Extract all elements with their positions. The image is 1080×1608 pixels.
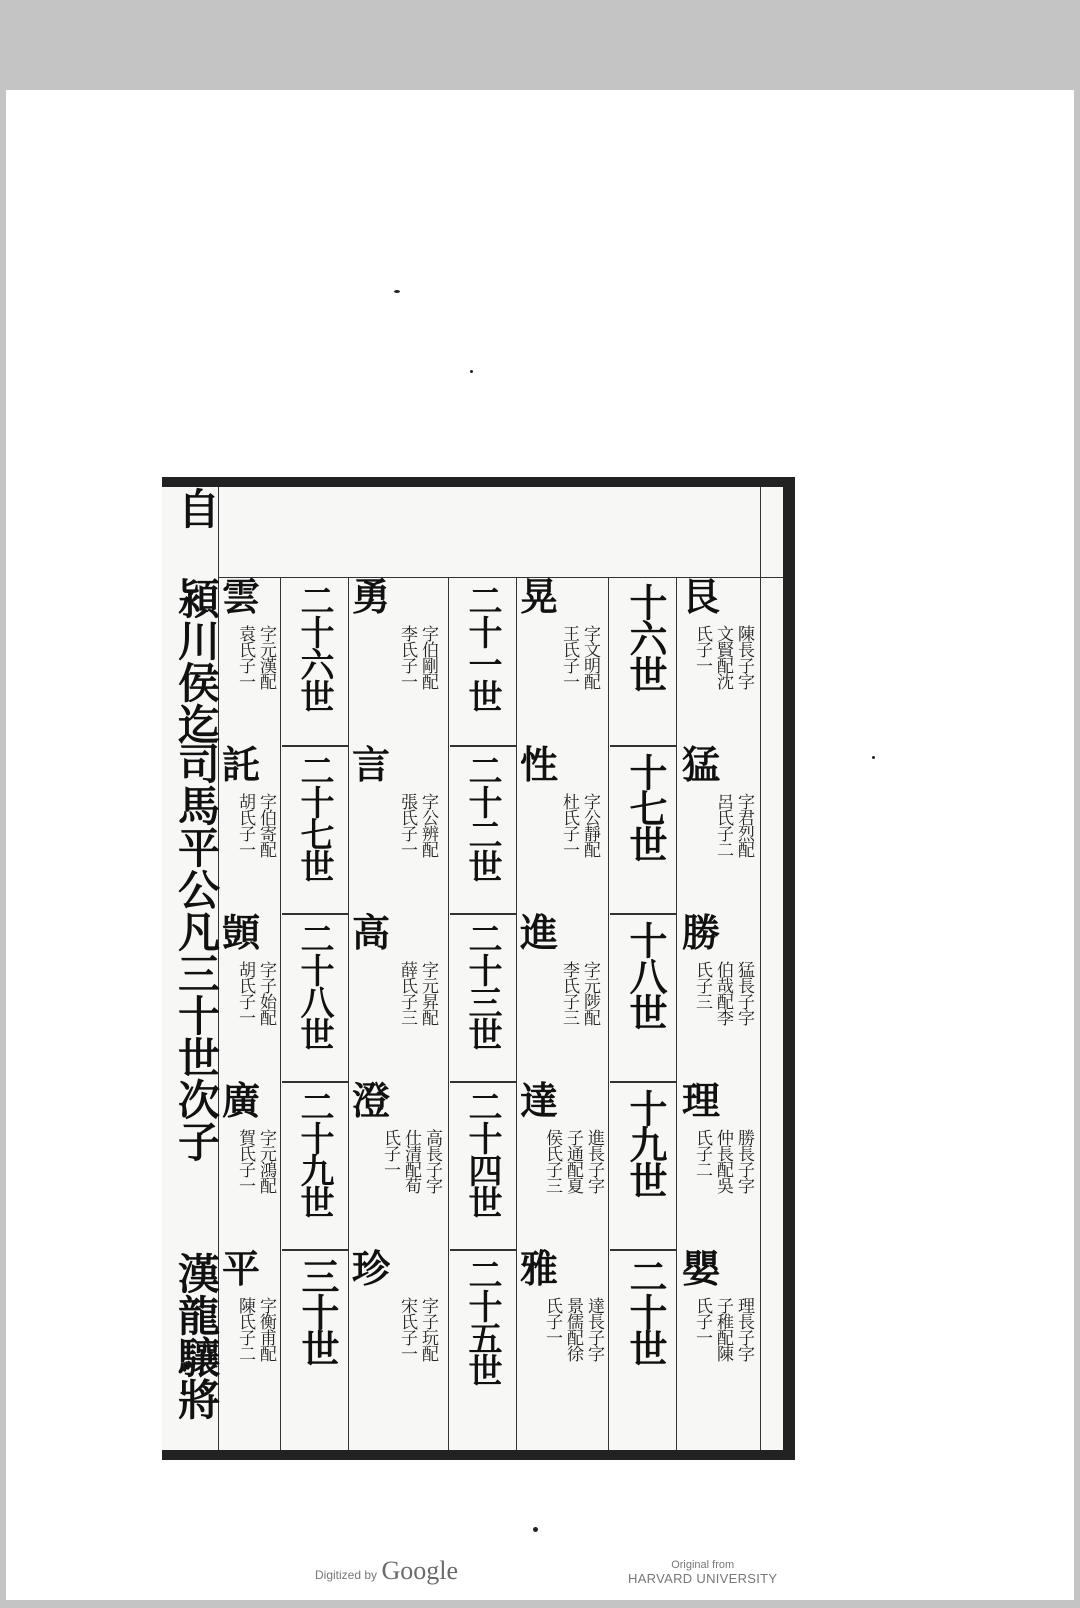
- frame-right: [783, 477, 795, 1460]
- note-line: 呂氏子二: [713, 793, 733, 857]
- person-name: 性: [520, 742, 559, 787]
- person-name: 澄: [352, 1078, 391, 1123]
- generation-label: 二十三世: [462, 921, 502, 1049]
- harvard-university-text: HARVARD UNIVERSITY: [628, 1571, 778, 1586]
- note-line: 字元漢配: [256, 625, 276, 689]
- ink-speck: [872, 756, 875, 759]
- note-line: 賀氏子一: [235, 1129, 255, 1193]
- col-rule: [448, 577, 449, 1450]
- generation-cell: [450, 577, 516, 745]
- col-rule: [280, 577, 281, 1450]
- generation-label: 二十五世: [462, 1257, 502, 1385]
- person-cell: [682, 577, 758, 745]
- generation-cell: [282, 577, 348, 745]
- person-name: 高: [352, 910, 391, 955]
- note-line: 伯哉配李: [713, 961, 733, 1025]
- note-line: 字衡甫配: [256, 1297, 276, 1361]
- note-line: 李氏子一: [397, 625, 417, 689]
- title-segment-2: 司馬平公凡三十世次子: [172, 742, 221, 1162]
- person-cell: [222, 1078, 278, 1249]
- col-rule: [676, 577, 677, 1450]
- person-note: [396, 961, 438, 1025]
- person-name: 理: [682, 1078, 721, 1123]
- person-note: [234, 625, 276, 689]
- person-cell: [352, 910, 446, 1081]
- person-note: [691, 961, 754, 1025]
- generation-label: 二十八世: [294, 921, 334, 1049]
- person-name: 進: [520, 910, 559, 955]
- col-rule: [516, 577, 517, 1450]
- note-line: 子稚配陳: [713, 1297, 733, 1361]
- person-cell: [682, 742, 758, 913]
- note-line: 侯氏子三: [542, 1129, 562, 1193]
- title-char-self: 自: [172, 487, 221, 529]
- note-line: 袁氏子一: [235, 625, 255, 689]
- note-line: 氏子二: [692, 1129, 712, 1177]
- note-line: 子通配夏: [563, 1129, 583, 1193]
- note-line: 氏子三: [692, 961, 712, 1009]
- person-name: 顗: [222, 910, 261, 955]
- person-cell: [520, 742, 606, 913]
- note-line: 氏子一: [692, 1297, 712, 1345]
- person-cell: [222, 1246, 278, 1447]
- generation-cell: [610, 913, 676, 1083]
- person-column-1: [682, 577, 758, 1447]
- person-name: 勇: [352, 577, 391, 619]
- person-cell: [682, 910, 758, 1081]
- person-note: [541, 1297, 604, 1361]
- person-column-2: [520, 577, 606, 1447]
- note-line: 宋氏子一: [397, 1297, 417, 1361]
- person-cell: [520, 910, 606, 1081]
- person-note: [541, 1129, 604, 1193]
- person-note: [558, 625, 600, 689]
- person-note: [396, 625, 438, 689]
- ink-speck: [394, 290, 400, 293]
- generation-column-3: [282, 577, 348, 1447]
- note-line: 字伯剛配: [418, 625, 438, 689]
- digitized-by-google: [315, 1556, 458, 1586]
- note-line: 陳長子字: [734, 625, 754, 689]
- google-logo: Google: [381, 1556, 459, 1585]
- generation-label: 二十九世: [294, 1089, 334, 1217]
- generation-label: 三十世: [295, 1257, 340, 1365]
- note-line: 氏子一: [692, 625, 712, 673]
- person-name: 猛: [682, 742, 721, 787]
- person-note: [396, 793, 438, 857]
- person-name: 託: [222, 742, 261, 787]
- person-note: [234, 1129, 276, 1193]
- generation-cell: [282, 745, 348, 915]
- person-note: [234, 961, 276, 1025]
- generation-cell: [282, 913, 348, 1083]
- original-from-text: Original from: [671, 1559, 735, 1571]
- note-line: 字元鴻配: [256, 1129, 276, 1193]
- generation-cell: [282, 1081, 348, 1251]
- note-line: 字元昇配: [418, 961, 438, 1025]
- note-line: 字公辨配: [418, 793, 438, 857]
- generation-label: 十八世: [623, 921, 668, 1029]
- note-line: 字公靜配: [580, 793, 600, 857]
- note-line: 杜氏子一: [559, 793, 579, 857]
- person-name: 艮: [682, 577, 721, 619]
- person-cell: [222, 910, 278, 1081]
- genealogy-table: [162, 477, 795, 1460]
- person-cell: [222, 742, 278, 913]
- person-cell: [520, 577, 606, 745]
- generation-label: 二十二世: [462, 753, 502, 881]
- note-line: 字君烈配: [734, 793, 754, 857]
- generation-cell: [610, 577, 676, 745]
- note-line: 仲長配吳: [713, 1129, 733, 1193]
- person-cell: [352, 1078, 446, 1249]
- generation-column-1: [610, 577, 676, 1447]
- note-line: 胡氏子一: [235, 793, 255, 857]
- generation-cell: [610, 1249, 676, 1447]
- person-cell: [520, 1246, 606, 1447]
- note-line: 進長子字: [584, 1129, 604, 1193]
- title-segment-3: 漢龍驤將: [172, 1252, 221, 1420]
- person-name: 珍: [352, 1246, 391, 1291]
- person-name: 言: [352, 742, 391, 787]
- person-note: [396, 1297, 438, 1361]
- note-line: 薛氏子三: [397, 961, 417, 1025]
- person-cell: [352, 1246, 446, 1447]
- person-cell: [222, 577, 278, 745]
- person-note: [379, 1129, 442, 1193]
- note-line: 文賢配沈: [713, 625, 733, 689]
- note-line: 勝長子字: [734, 1129, 754, 1193]
- note-line: 景儒配徐: [563, 1297, 583, 1361]
- col-rule: [608, 577, 609, 1450]
- note-line: 氏子一: [380, 1129, 400, 1177]
- note-line: 字子玩配: [418, 1297, 438, 1361]
- person-name: 雅: [520, 1246, 559, 1291]
- note-line: 胡氏子一: [235, 961, 255, 1025]
- person-cell: [352, 577, 446, 745]
- generation-cell: [282, 1249, 348, 1447]
- generation-cell: [450, 1249, 516, 1447]
- generation-label: 二十六世: [294, 583, 334, 711]
- col-rule: [348, 577, 349, 1450]
- generation-label: 二十四世: [462, 1089, 502, 1217]
- ink-speck: [470, 370, 473, 373]
- note-line: 仕清配荀: [401, 1129, 421, 1193]
- person-name: 嬰: [682, 1246, 721, 1291]
- note-line: 王氏子一: [559, 625, 579, 689]
- person-name: 雲: [222, 577, 261, 619]
- person-cell: [520, 1078, 606, 1249]
- note-line: 高長子字: [422, 1129, 442, 1193]
- generation-cell: [450, 745, 516, 915]
- note-line: 氏子一: [542, 1297, 562, 1345]
- person-note: [691, 1129, 754, 1193]
- generation-cell: [450, 1081, 516, 1251]
- person-name: 廣: [222, 1078, 261, 1123]
- generation-label: 十九世: [623, 1089, 668, 1197]
- digitized-by-text: Digitized by: [315, 1568, 378, 1582]
- generation-label: 二十一世: [462, 583, 502, 711]
- person-cell: [682, 1078, 758, 1249]
- frame-bottom: [162, 1450, 795, 1460]
- note-line: 猛長子字: [734, 961, 754, 1025]
- note-line: 理長子字: [734, 1297, 754, 1361]
- harvard-attribution: [628, 1559, 777, 1586]
- generation-label: 十七世: [623, 753, 668, 861]
- generation-cell: [450, 913, 516, 1083]
- generation-cell: [610, 745, 676, 915]
- note-line: 李氏子三: [559, 961, 579, 1025]
- note-line: 陳氏子二: [235, 1297, 255, 1361]
- inner-right-rule: [760, 487, 761, 1450]
- person-column-3: [352, 577, 446, 1447]
- person-note: [558, 793, 600, 857]
- person-note: [691, 625, 754, 689]
- person-note: [234, 1297, 276, 1361]
- person-cell: [682, 1246, 758, 1447]
- generation-cell: [610, 1081, 676, 1251]
- note-line: 字伯寄配: [256, 793, 276, 857]
- person-note: [558, 961, 600, 1025]
- generation-column-2: [450, 577, 516, 1447]
- frame-top: [162, 477, 795, 487]
- person-name: 勝: [682, 910, 721, 955]
- generation-label: 二十世: [623, 1257, 668, 1365]
- note-line: 字元陟配: [580, 961, 600, 1025]
- person-note: [234, 793, 276, 857]
- person-name: 晃: [520, 577, 559, 619]
- title-column: [162, 487, 221, 1450]
- person-note: [691, 1297, 754, 1361]
- note-line: 字文明配: [580, 625, 600, 689]
- person-cell: [352, 742, 446, 913]
- person-name: 平: [222, 1246, 261, 1291]
- generation-label: 十六世: [623, 583, 668, 691]
- ink-speck: [533, 1527, 538, 1532]
- person-name: 達: [520, 1078, 559, 1123]
- person-column-4: [222, 577, 278, 1447]
- generation-label: 二十七世: [294, 753, 334, 881]
- note-line: 張氏子一: [397, 793, 417, 857]
- person-note: [712, 793, 754, 857]
- note-line: 達長子字: [584, 1297, 604, 1361]
- note-line: 字子始配: [256, 961, 276, 1025]
- title-segment-1: 潁川侯迄: [172, 577, 221, 745]
